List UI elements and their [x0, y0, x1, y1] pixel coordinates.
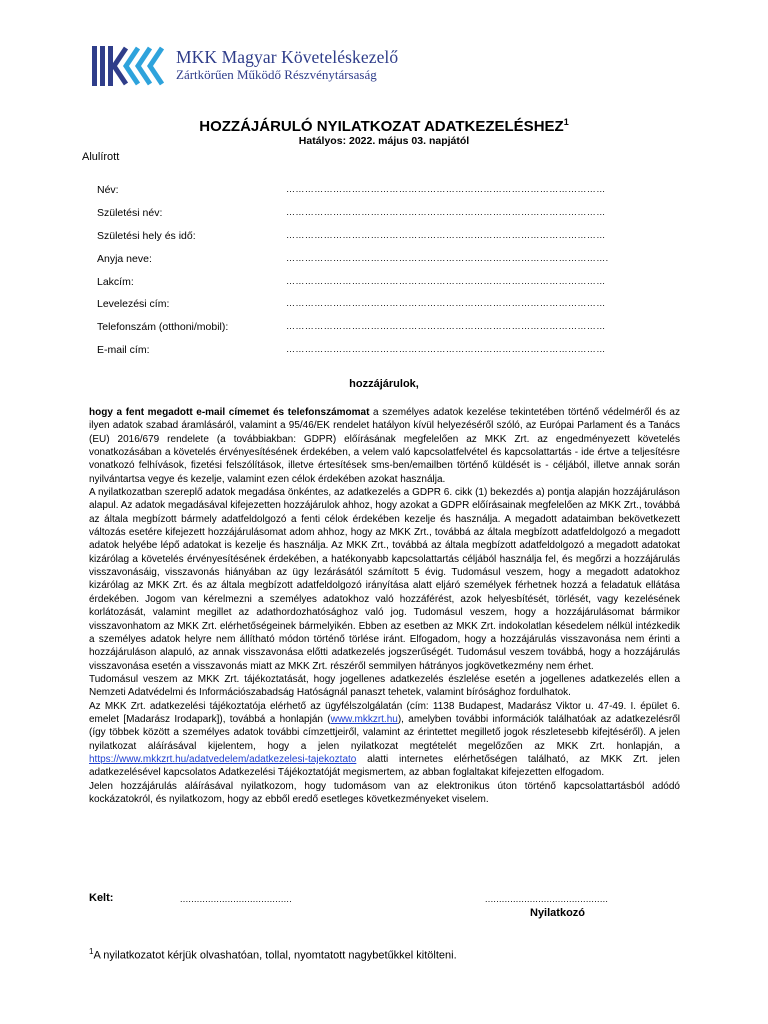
intro-text: Alulírott: [82, 151, 120, 163]
paragraph-5: Jelen hozzájárulás aláírásával nyilatkozom, hogy tudomásom van az elektronikus úton történő kapcsolattartásból adódó kockázatokról, és nyilatkozom, hogy az ebből eredő esetleges következményeket viselem.: [89, 780, 680, 805]
field-phone[interactable]: [97, 321, 617, 335]
field-dots: ………………………………………………………………………………………….: [286, 253, 609, 263]
company-logo: [92, 44, 422, 88]
field-dots: …………………………………………………………………………………………: [286, 298, 606, 308]
paragraph-2: A nyilatkozatban szereplő adatok megadása önkéntes, az adatkezelés a GDPR 6. cikk (1) bekezdés a) pontja alapján hozzájáruláson alapul. Az adatok megadásával kifejezetten hozzájárulok ahhoz, hogy azokat a GDPR előírásainak megfelelően az MKK Zrt., továbbá az általa megbízott bármely adatfeldolgozó a fenti célok érdekében kezelje és használja. A megadott adataimban bekövetkezett változás esetére kifejezett hozzájárulásomat adom ahhoz, hogy az MKK Zrt., továbbá az általa megbízott adatfeldolgozó a megadott adatok helyébe lépő adatokat is kezelje és használja. Az MKK Zrt., továbbá az általa megbízott adatfeldolgozó a megadott adatokat kizárólag a követelés érvényesítésének érdekében, a hatékonyabb kapcsolattartás céljából használja fel, és megőrzi a hozzájárulás visszavonásáig, visszavonás hiányában az ügy lezárásától számított 5 évig. Tudomásul veszem, hogy a megadott adatokhoz kizárólag az MKK Zrt. és az általa megbízott adatfeldolgozó irányítása alatt eljáró személyek férhetnek hozzá a feladatuk ellátása érdekében. Jogom van kérelmezni a személyes adatokhoz való hozzáférést, azok helyesbítését, törlését, vagy kezelésének korlátozását, valamint megillet az adathordozhatósághoz való jog. Tudomásul veszem, hogy a hozzájárulásomat bármikor visszavonhatom az MKK Zrt. elérhetőségeinek bármelyikén. Ebben az esetben az MKK Zrt. indokolatlan késedelem nélkül intézkedik a személyes adatok helyre nem állítható módon történő törlése iránt. Elfogadom, hogy a hozzájárulás visszavonása nem érinti a hozzájáruláson alapuló, az annak visszavonása előtti adatkezelés jogszerűségét. Tudomásul veszem továbbá, hogy a hozzájárulás visszavonása esetén a visszavonás miatt az MKK Zrt. részéről semmilyen hátrányos jogkövetkezmény nem érhet.: [89, 487, 680, 672]
consent-body: [89, 406, 680, 806]
effective-date: Hatályos: 2022. május 03. napjától: [298, 135, 470, 147]
field-address[interactable]: [97, 276, 617, 290]
field-label: Születési hely és idő:: [97, 230, 196, 242]
paragraph-4-text-a: Az MKK Zrt. adatkezelési tájékoztatója elérhető az ügyfélszolgálatán (cím: 1138 Budapest, Madarász Viktor u. 47-49. I. épület 6. emelet [Madarász Irodapark]), továbbá a honlapján (: [89, 700, 680, 725]
field-dots: …………………………………………………………………………………………: [286, 344, 606, 354]
consent-heading: hozzájárulok,: [349, 378, 419, 390]
date-field[interactable]: ........................................: [180, 894, 293, 904]
footnote: [89, 947, 457, 962]
signer-label: Nyilatkozó: [530, 907, 586, 919]
field-email[interactable]: [97, 344, 617, 358]
company-name: MKK Magyar Követeléskezelő: [176, 47, 399, 67]
field-label: Telefonszám (otthoni/mobil):: [97, 321, 229, 333]
signature-field[interactable]: ............................................: [485, 894, 609, 904]
paragraph-1-bold: hogy a fent megadott e-mail címemet és telefonszámomat: [89, 407, 370, 418]
field-birth-name[interactable]: [97, 207, 617, 221]
field-dots: …………………………………………………………………………………………: [286, 321, 606, 331]
field-dots: …………………………………………………………………………………………: [286, 207, 606, 217]
title-text: HOZZÁJÁRULÓ NYILATKOZAT ADATKEZELÉSHEZ: [199, 118, 564, 135]
privacy-policy-link[interactable]: https://www.mkkzrt.hu/adatvedelem/adatkezelesi-tajekoztato: [89, 753, 357, 765]
field-label: Lakcím:: [97, 276, 134, 288]
field-label: Születési név:: [97, 207, 163, 219]
mkk-logo-icon: [92, 46, 170, 86]
paragraph-4-text-b: ), amelyben további információk találhatóak az adatkezelésről (így többek között a személyes adatok további címzettjeiről, valamint az érintettet megillető jogok részletesebb kifejtéséről). A jelen nyilatkozat aláírásával kijelentem, hogy a jelen nyilatkozat megtételét megelőzően az MKK Zrt. honlapján, a: [89, 713, 680, 752]
field-label: Név:: [97, 184, 119, 196]
field-dots: …………………………………………………………………………………………: [286, 276, 606, 286]
paragraph-1: [89, 406, 680, 486]
paragraph-4-text-c: alatti internetes elérhetőségen található, az MKK Zrt. jelen adatkezelésével kapcsolatos Adatkezelési Tájékoztatóját megismertem, az abban foglaltakat kifejezetten elfogadom.: [89, 753, 680, 779]
paragraph-3: Tudomásul veszem az MKK Zrt. tájékoztatását, hogy jogellenes adatkezelés észlelése esetén a jogellenes adatkezelés ellen a Nemzeti Adatvédelmi és Információszabadság Hatóságnál panaszt tehetek, valamint bírósághoz fordulhatok.: [89, 673, 680, 699]
document-title: [0, 117, 768, 135]
field-mother-name[interactable]: [97, 253, 617, 267]
field-dots: …………………………………………………………………………………………: [286, 230, 606, 240]
field-label: Levelezési cím:: [97, 298, 170, 310]
footnote-text: A nyilatkozatot kérjük olvashatóan, tollal, nyomtatott nagybetűkkel kitölteni.: [93, 949, 457, 962]
date-label: Kelt:: [89, 892, 114, 904]
paragraph-1-text: a személyes adatok kezelése tekintetében történő védelméről és az ilyen adatok szabad áramlásáról, valamint a 95/46/EK rendelet hatályon kívül helyezéséről szóló, az Európai Parlament és a Tanács (EU) 2016/679 rendelete (a továbbiakban: GDPR) előírásának megfelelően az MKK Zrt. az engedményezett követelés vonatkozásában a követelés érvényesítésének érdekében, a velem való kapcsolatfelvétel és kapcsolattartás - ide értve a teljesítésre vonatkozó felhívások, fizetési felszólítások, illetve értesítések sms-ben/emailben történő küldését is - céljából, illetve annak során nyilvántartsa vegye és kezelje, valamint ezen célok érdekében azokat használja.: [89, 407, 680, 485]
website-link[interactable]: www.mkkzrt.hu: [330, 713, 398, 725]
field-mailing-address[interactable]: [97, 298, 617, 312]
field-dots: …………………………………………………………………………………………: [286, 184, 606, 194]
field-name[interactable]: [97, 184, 617, 198]
footnote-mark: 1: [89, 947, 94, 956]
title-footnote-mark: 1: [563, 117, 569, 127]
field-label: E-mail cím:: [97, 344, 150, 356]
field-birth-place-date[interactable]: [97, 230, 617, 244]
paragraph-4: [89, 700, 680, 780]
field-label: Anyja neve:: [97, 253, 152, 265]
company-subtitle: Zártkörűen Működő Részvénytársaság: [176, 67, 377, 82]
